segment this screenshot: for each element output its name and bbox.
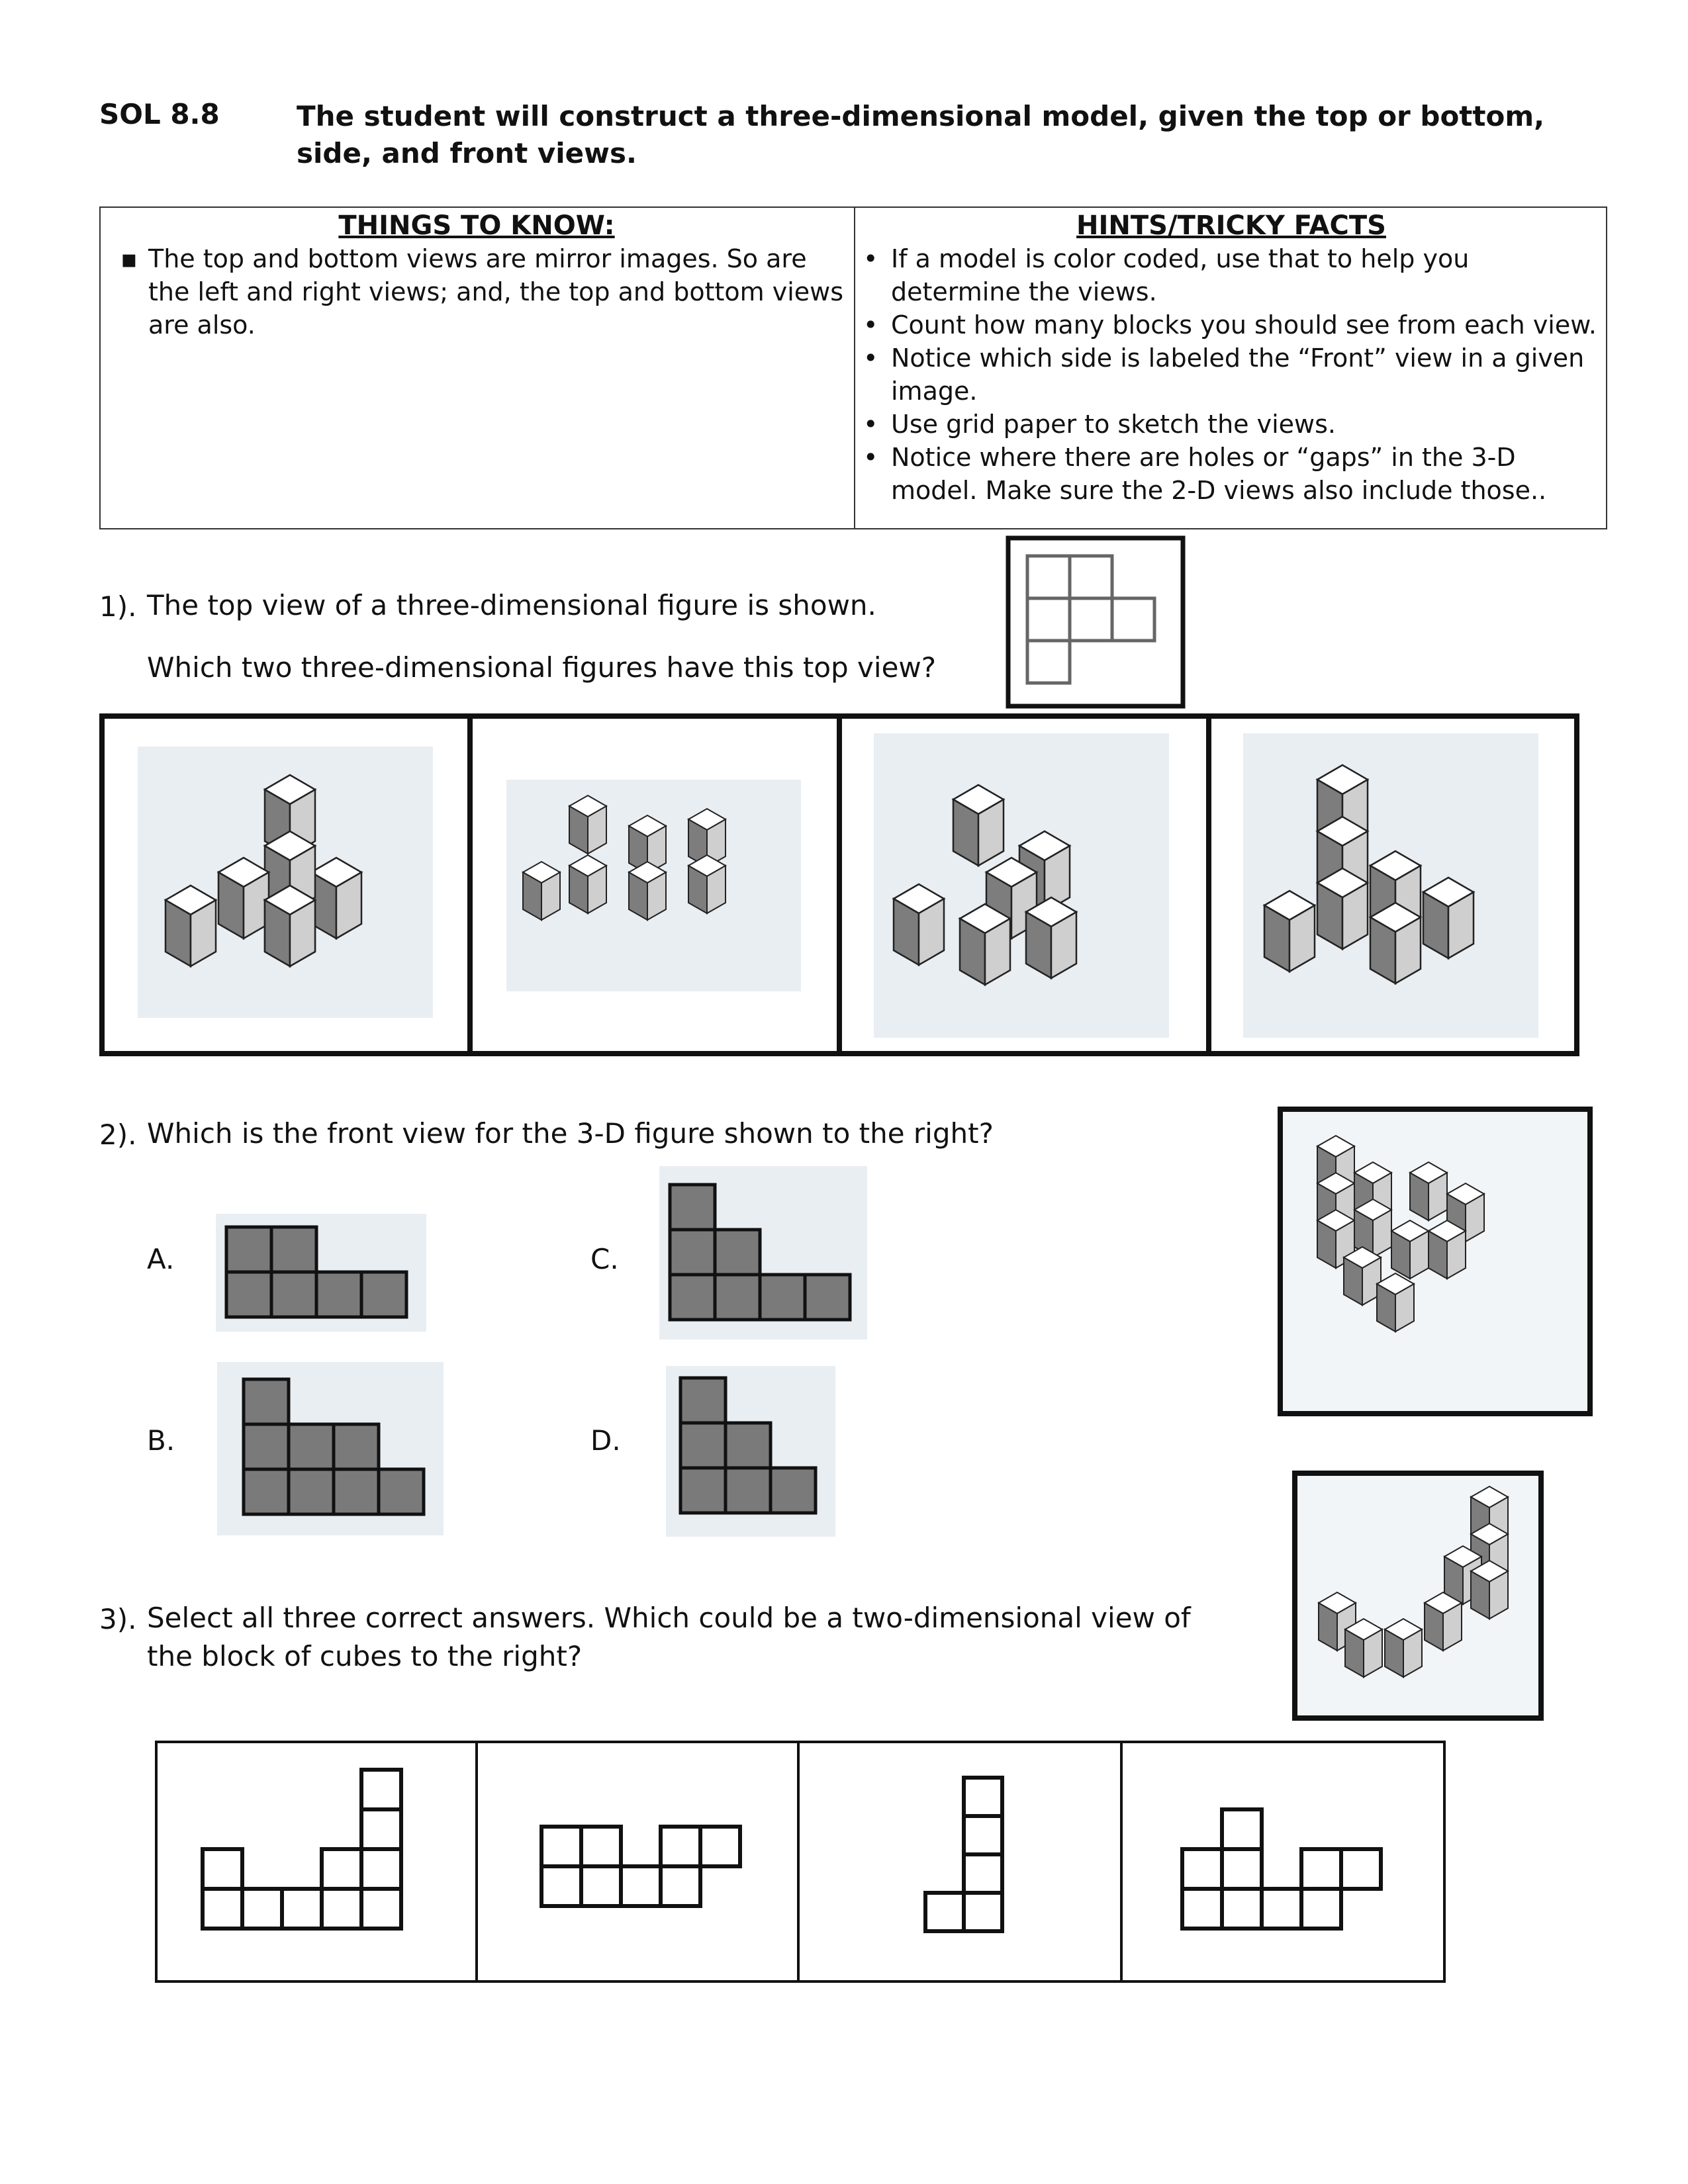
- q2-option-b[interactable]: [217, 1362, 444, 1535]
- q3-text: Select all three correct answers. Which could be a two-dimensional view of the block of cubes to the right?: [147, 1602, 1191, 1672]
- q2-option-c[interactable]: [659, 1166, 867, 1340]
- q1-number: 1).: [99, 590, 137, 623]
- things-to-know-title: THINGS TO KNOW:: [338, 210, 615, 241]
- list-item: • Notice where there are holes or “gaps” in the 3-D model. Make sure the 2-D views also include those..: [854, 441, 1602, 507]
- q2-option-d-label: D.: [590, 1424, 621, 1457]
- q2-3d-figure: [1278, 1107, 1593, 1416]
- q1-choice-3[interactable]: [874, 733, 1169, 1038]
- sol-statement: The student will construct a three-dimensional model, given the top or bottom, side, and front views.: [297, 100, 1545, 169]
- q2-option-d[interactable]: [666, 1366, 835, 1537]
- q2-option-a-label: A.: [147, 1243, 175, 1275]
- q2-option-a[interactable]: [216, 1214, 426, 1332]
- round-bullet-icon: •: [863, 410, 878, 439]
- q1-line2: Which two three-dimensional figures have this top view?: [147, 651, 937, 684]
- round-bullet-icon: •: [863, 244, 878, 273]
- q3-3d-figure: [1292, 1471, 1544, 1721]
- things-to-know-list: [111, 242, 846, 341]
- list-item: • Use grid paper to sketch the views.: [854, 408, 1602, 441]
- hints-list: [854, 242, 1602, 507]
- q1-top-view-diagram: [1006, 536, 1185, 708]
- list-item: • Count how many blocks you should see from each view.: [854, 308, 1602, 341]
- q2-option-b-label: B.: [147, 1424, 175, 1457]
- list-item: • If a model is color coded, use that to help you determine the views.: [854, 242, 1602, 308]
- q2-number: 2).: [99, 1118, 137, 1151]
- list-item: ▪ The top and bottom views are mirror images. So are the left and right views; and, the top and bottom views are also.: [111, 242, 846, 341]
- q3-number: 3).: [99, 1603, 137, 1635]
- round-bullet-icon: •: [863, 343, 878, 373]
- hints-title: HINTS/TRICKY FACTS: [1076, 210, 1386, 241]
- q3-choice-panel: [155, 1741, 1446, 1984]
- q2-option-c-label: C.: [590, 1243, 619, 1275]
- sol-code: SOL 8.8: [99, 98, 220, 130]
- list-item: • Notice which side is labeled the “Front” view in a given image.: [854, 341, 1602, 408]
- q1-choice-4[interactable]: [1243, 733, 1538, 1038]
- q1-choice-1[interactable]: [138, 747, 433, 1018]
- q1-choice-panel: [99, 713, 1579, 1056]
- square-bullet-icon: ▪: [120, 244, 138, 273]
- round-bullet-icon: •: [863, 310, 878, 340]
- q2-text: Which is the front view for the 3-D figure shown to the right?: [147, 1117, 994, 1150]
- q1-line1: The top view of a three-dimensional figure is shown.: [147, 589, 876, 621]
- q1-choice-2[interactable]: [506, 780, 801, 991]
- round-bullet-icon: •: [863, 443, 878, 472]
